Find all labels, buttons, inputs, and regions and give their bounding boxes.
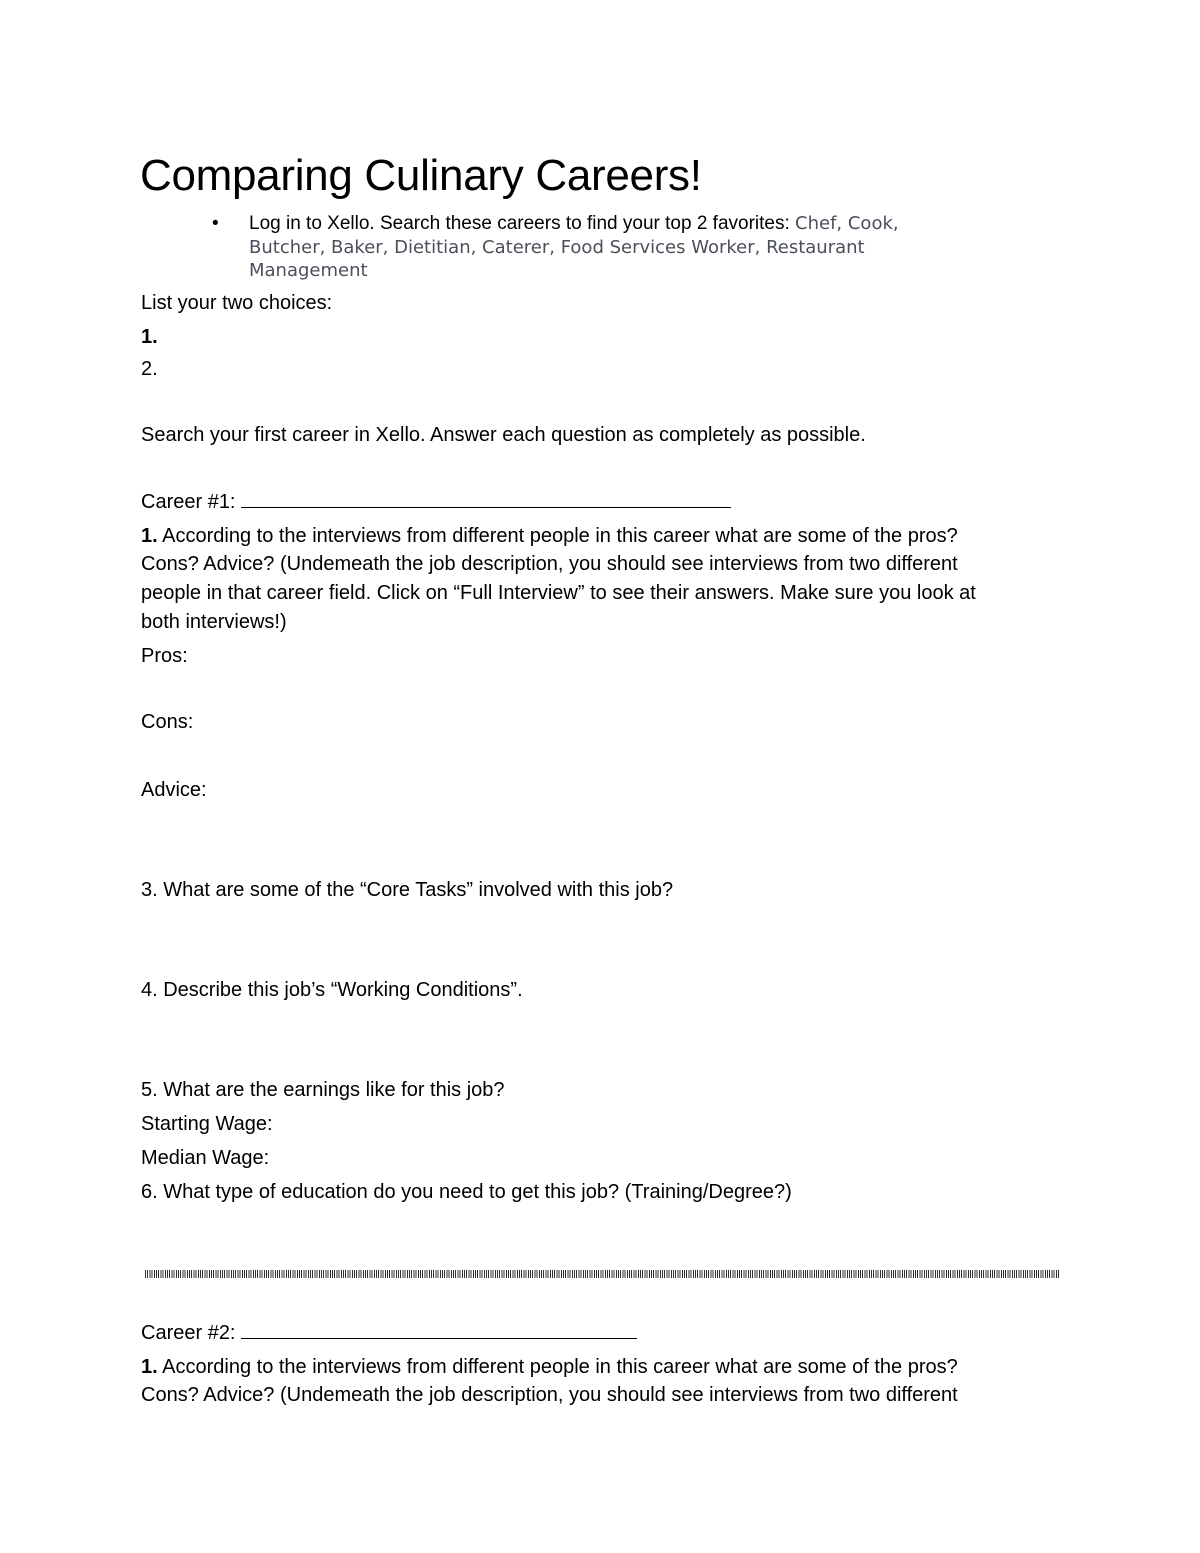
career1-q1-text-line1: According to the interviews from different people in this career what are some of the pros? [162, 525, 958, 547]
career1-label: Career #1: [141, 491, 236, 513]
career2-q1-number: 1. [141, 1356, 158, 1378]
career1-pros-label: Pros: [141, 645, 188, 667]
career-list-line2: Butcher, Baker, Dietitian, Caterer, Food Services Worker, Restaurant [249, 236, 865, 258]
career-list-line3: Management [249, 260, 368, 281]
career1-advice-label: Advice: [141, 779, 207, 801]
career1-median-wage: Median Wage: [141, 1147, 270, 1169]
bullet-dot-icon: • [212, 213, 219, 234]
choice-2-number: 2. [141, 358, 158, 380]
career1-label-row [141, 488, 731, 517]
career1-starting-wage: Starting Wage: [141, 1113, 273, 1135]
career1-q1-line2: Cons? Advice? (Undemeath the job description, you should see interviews from two different [141, 553, 958, 575]
career2-label-row [141, 1319, 637, 1348]
career1-q1-number: 1. [141, 525, 158, 547]
page-title: Comparing Culinary Careers! [140, 151, 702, 200]
career2-q1-line2: Cons? Advice? (Undemeath the job description, you should see interviews from two different [141, 1384, 958, 1406]
instruction-text: Log in to Xello. Search these careers to find your top 2 favorites: [249, 213, 790, 234]
career2-blank-line [241, 1320, 637, 1339]
career1-blank-line [241, 489, 731, 508]
career1-q1-line3: people in that career field. Click on “Full Interview” to see their answers. Make sure you look at [141, 582, 976, 604]
career1-q4: 4. Describe this job’s “Working Conditions”. [141, 979, 523, 1001]
career2-q1-line1 [141, 1353, 958, 1382]
choice-1-number: 1. [141, 326, 158, 348]
career1-q5: 5. What are the earnings like for this job? [141, 1079, 505, 1101]
career2-q1-text-line1: According to the interviews from different people in this career what are some of the pros? [162, 1356, 958, 1378]
bullet-text [249, 212, 989, 283]
career1-q3: 3. What are some of the “Core Tasks” involved with this job? [141, 879, 674, 901]
section-divider [145, 1270, 1059, 1278]
career2-label: Career #2: [141, 1322, 236, 1344]
career1-cons-label: Cons: [141, 711, 194, 733]
career1-q6: 6. What type of education do you need to get this job? (Training/Degree?) [141, 1181, 792, 1203]
career-list-line1: Chef, Cook, [795, 213, 899, 234]
choices-prompt: List your two choices: [141, 292, 333, 314]
search-first-instruction: Search your first career in Xello. Answer each question as completely as possible. [141, 424, 866, 446]
career1-q1-line1 [141, 522, 958, 551]
career1-q1-line4: both interviews!) [141, 611, 287, 633]
